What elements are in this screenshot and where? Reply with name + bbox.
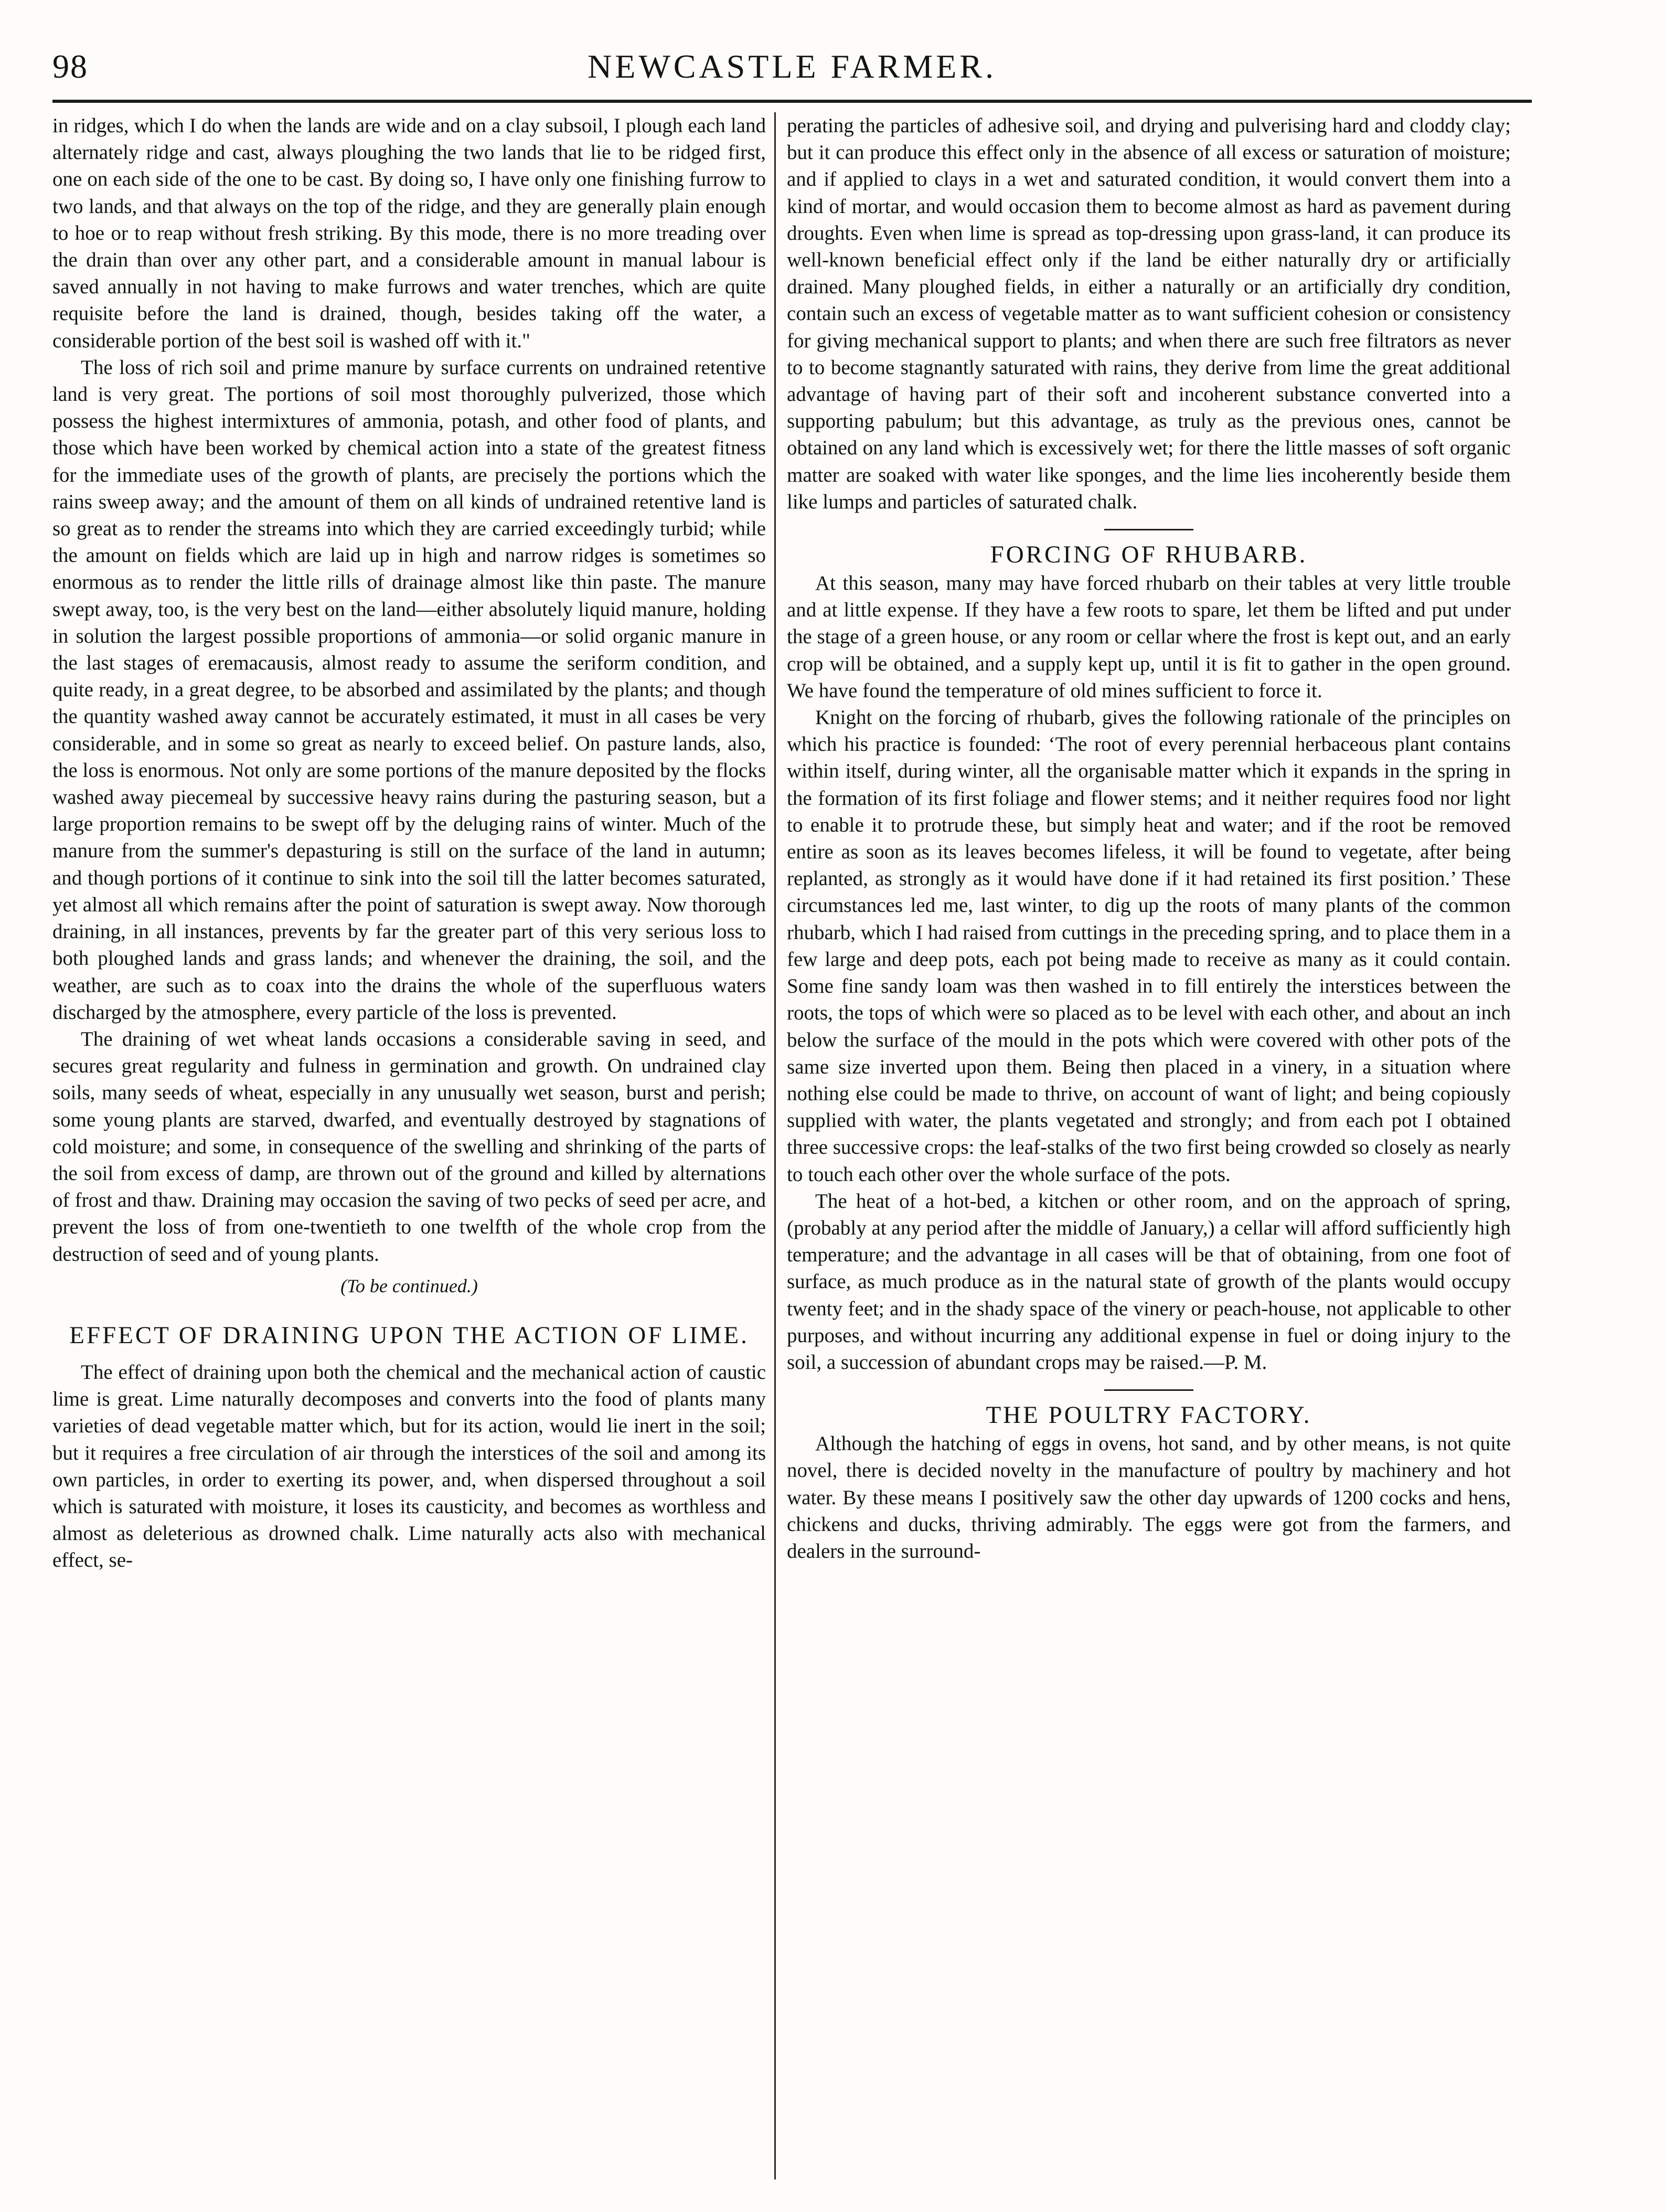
section-rule-2: [1104, 1389, 1193, 1391]
left-paragraph-3: The draining of wet wheat lands occasions a considerable saving in seed, and secures great regularity and fulness in germination and growth. On undrained clay soils, many seeds of wheat, especially in any unusually wet season, burst and perish; some young plants are starved, dwarfed, and eventually destroyed by stagnations of cold moisture; and some, in consequence of the swelling and shrinking of the parts of the soil from excess of damp, are thrown out of the ground and killed by alternations of frost and thaw. Draining may occasion the saving of two pecks of seed per acre, and prevent the loss of from one-twentieth to one twelfth of the whole crop from the destruction of seed and of young plants.: [52, 1027, 766, 1265]
left-paragraph-1: in ridges, which I do when the lands are wide and on a clay subsoil, I plough each land alternately ridge and cast, always ploughing the two lands that lie to be ridged first, one on each side of the one to be cast. By doing so, I have only one finishing furrow to two lands, and that always on the top of the ridge, and they are generally plain enough to hoe or to reap without fresh striking. By this mode, there is no more treading over the drain than over any other part, and a considerable amount in manual labour is saved annually in not having to make furrows and water trenches, which are quite requisite before the land is drained, though, besides taking off the water, a considerable portion of the best soil is washed off with it.": [52, 114, 766, 352]
left-column: [52, 112, 766, 2174]
section-rule-1: [1104, 529, 1193, 530]
left-paragraph-2: The loss of rich soil and prime manure by surface currents on undrained retentive land is very great. The portions of soil most thoroughly pulverized, those which possess the highest intermixtures of ammonia, potash, and other food of plants, and those which have been worked by chemical action into a state of the greatest fitness for the immediate uses of the growth of plants, are precisely the portions which the rains sweep away; and the amount of them on all kinds of undrained retentive land is so great as to render the streams into which they are carried exceedingly turbid; while the amount on fields which are laid up in high and narrow ridges is sometimes so enormous as to render the little rills of drainage almost like thin paste. The manure swept away, too, is the very best on the land—either absolutely liquid manure, holding in solution the largest possible proportions of ammonia—or solid organic manure in the last stages of eremacausis, almost ready to assume the seriform condition, and quite ready, in a great degree, to be absorbed and assimilated by the plants; and though the quantity washed away cannot be accurately estimated, it must in all cases be very considerable, and in some so great as nearly to exceed belief. On pasture lands, also, the loss is enormous. Not only are some portions of the manure deposited by the flocks washed away piecemeal by successive heavy rains during the pasturing season, but a large proportion remains to be swept off by the deluging rains of winter. Much of the manure from the summer's depasturing is still on the surface of the land in autumn; and though portions of it continue to sink into the soil till the latter becomes saturated, yet almost all which remains after the point of saturation is swept away. Now thorough draining, in all instances, prevents by far the greater part of this very serious loss to both ploughed lands and grass lands; and whenever the draining, the soil, and the weather, are such as to coax into the drains the whole of the superfluous waters discharged by the atmosphere, every particle of the loss is prevented.: [52, 356, 766, 1024]
heading-draining-lime: EFFECT OF DRAINING UPON THE ACTION OF LIME.: [69, 1321, 749, 1349]
right-paragraph-4: The heat of a hot-bed, a kitchen or other room, and on the approach of spring, (probably at any period after the middle of January,) a cellar will afford sufficiently high temperature; and the advantage in all cases will be that of obtaining, from one foot of surface, as much produce as in the natural state of growth of the plants would occupy twenty feet; and in the shady space of the vinery or peach-house, not applicable to other purposes, and without incurring any additional expense in fuel or doing injury to the soil, a succession of abundant crops may be raised.—P. M.: [787, 1189, 1511, 1374]
left-paragraph-4: The effect of draining upon both the chemical and the mechanical action of caustic lime is great. Lime naturally decomposes and converts into the food of plants many varieties of dead vegetable matter which, but for its action, would lie inert in the soil; but it requires a free circulation of air through the interstices of the soil and among its own particles, in order to exerting its power, and, when dispersed throughout a soil which is saturated with moisture, it loses its causticity, and becomes as worthless and almost as deleterious as drowned chalk. Lime naturally acts also with mechanical effect, se-: [52, 1360, 766, 1572]
right-paragraph-5: Although the hatching of eggs in ovens, hot sand, and by other means, is not quite novel, there is decided novelty in the manufacture of poultry by machinery and hot water. By these means I positively saw the other day upwards of 1200 cocks and hens, chickens and ducks, thriving admirably. The eggs were got from the farmers, and dealers in the surround-: [787, 1432, 1511, 1562]
page-number: 98: [52, 48, 88, 85]
right-paragraph-3: Knight on the forcing of rhubarb, gives the following rationale of the principles on which his practice is founded: ‘The root of every perennial herbaceous plant contains within itself, during winter, all the organisable matter which it expands in the spring in the formation of its first foliage and flower stems; and it neither requires food nor light to enable it to protrude these, but simply heat and water; and if the root be removed entire as soon as its leaves becomes lifeless, it will be found to vegetate, after being replanted, as strongly as it would have done if it had retained its first position.’ These circumstances led me, last winter, to dig up the roots of many plants of the common rhubarb, which I had raised from cuttings in the preceding spring, and to place them in a few large and deep pots, each pot being made to receive as many as it could contain. Some fine sandy loam was then washed in to fill entirely the interstices between the roots, the tops of which were so placed as to be level with each other, and about an inch below the surface of the mould in the pots which were covered with other pots of the same size inverted upon them. Being then placed in a vinery, in a situation where nothing else could be made to thrive, on account of want of light; and being copiously supplied with water, the plants vegetated and strongly; and from each pot I obtained three successive crops: the leaf-stalks of the two first being crowded so closely as nearly to touch each other over the whole surface of the pots.: [787, 706, 1511, 1186]
column-divider: [774, 112, 776, 2179]
right-column: [787, 112, 1511, 2174]
heading-poultry-factory: THE POULTRY FACTORY.: [986, 1401, 1312, 1429]
heading-forcing-rhubarb: FORCING OF RHUBARB.: [990, 541, 1308, 569]
right-paragraph-2: At this season, many may have forced rhubarb on their tables at very little trouble and at little expense. If they have a few roots to spare, let them be lifted and put under the stage of a green house, or any room or cellar where the frost is kept out, and an early crop will be obtained, and a supply kept up, until it is fit to gather in the open ground. We have found the temperature of old mines sufficient to force it.: [787, 572, 1511, 702]
running-title: NEWCASTLE FARMER.: [588, 48, 997, 85]
right-paragraph-1: perating the particles of adhesive soil, and drying and pulverising hard and cloddy clay; but it can produce this effect only in the absence of all excess or saturation of moisture; and if applied to clays in a wet and saturated condition, it would convert them into a kind of mortar, and would occasion them to become almost as hard as pavement during droughts. Even when lime is spread as top-dressing upon grass-land, it can produce its well-known beneficial effect only if the land be either naturally dry or artificially drained. Many ploughed fields, in either a naturally or an artificially dry condition, contain such an excess of vegetable matter as to want sufficient cohesion or consistency for giving mechanical support to plants; and when there are such free filtrators as never to to become stagnantly saturated with rains, they derive from lime the great additional advantage of having part of their soft and incoherent substance converted into a supporting pabulum; but this advantage, as truly as the previous ones, cannot be obtained on any land which is excessively wet; for there the little masses of soft organic matter are soaked with water like sponges, and the lime lies incoherently beside them like lumps and particles of saturated chalk.: [787, 114, 1511, 513]
to-be-continued-note: (To be continued.): [340, 1275, 478, 1296]
header-rule: [52, 100, 1532, 103]
page-header: [52, 38, 1532, 106]
